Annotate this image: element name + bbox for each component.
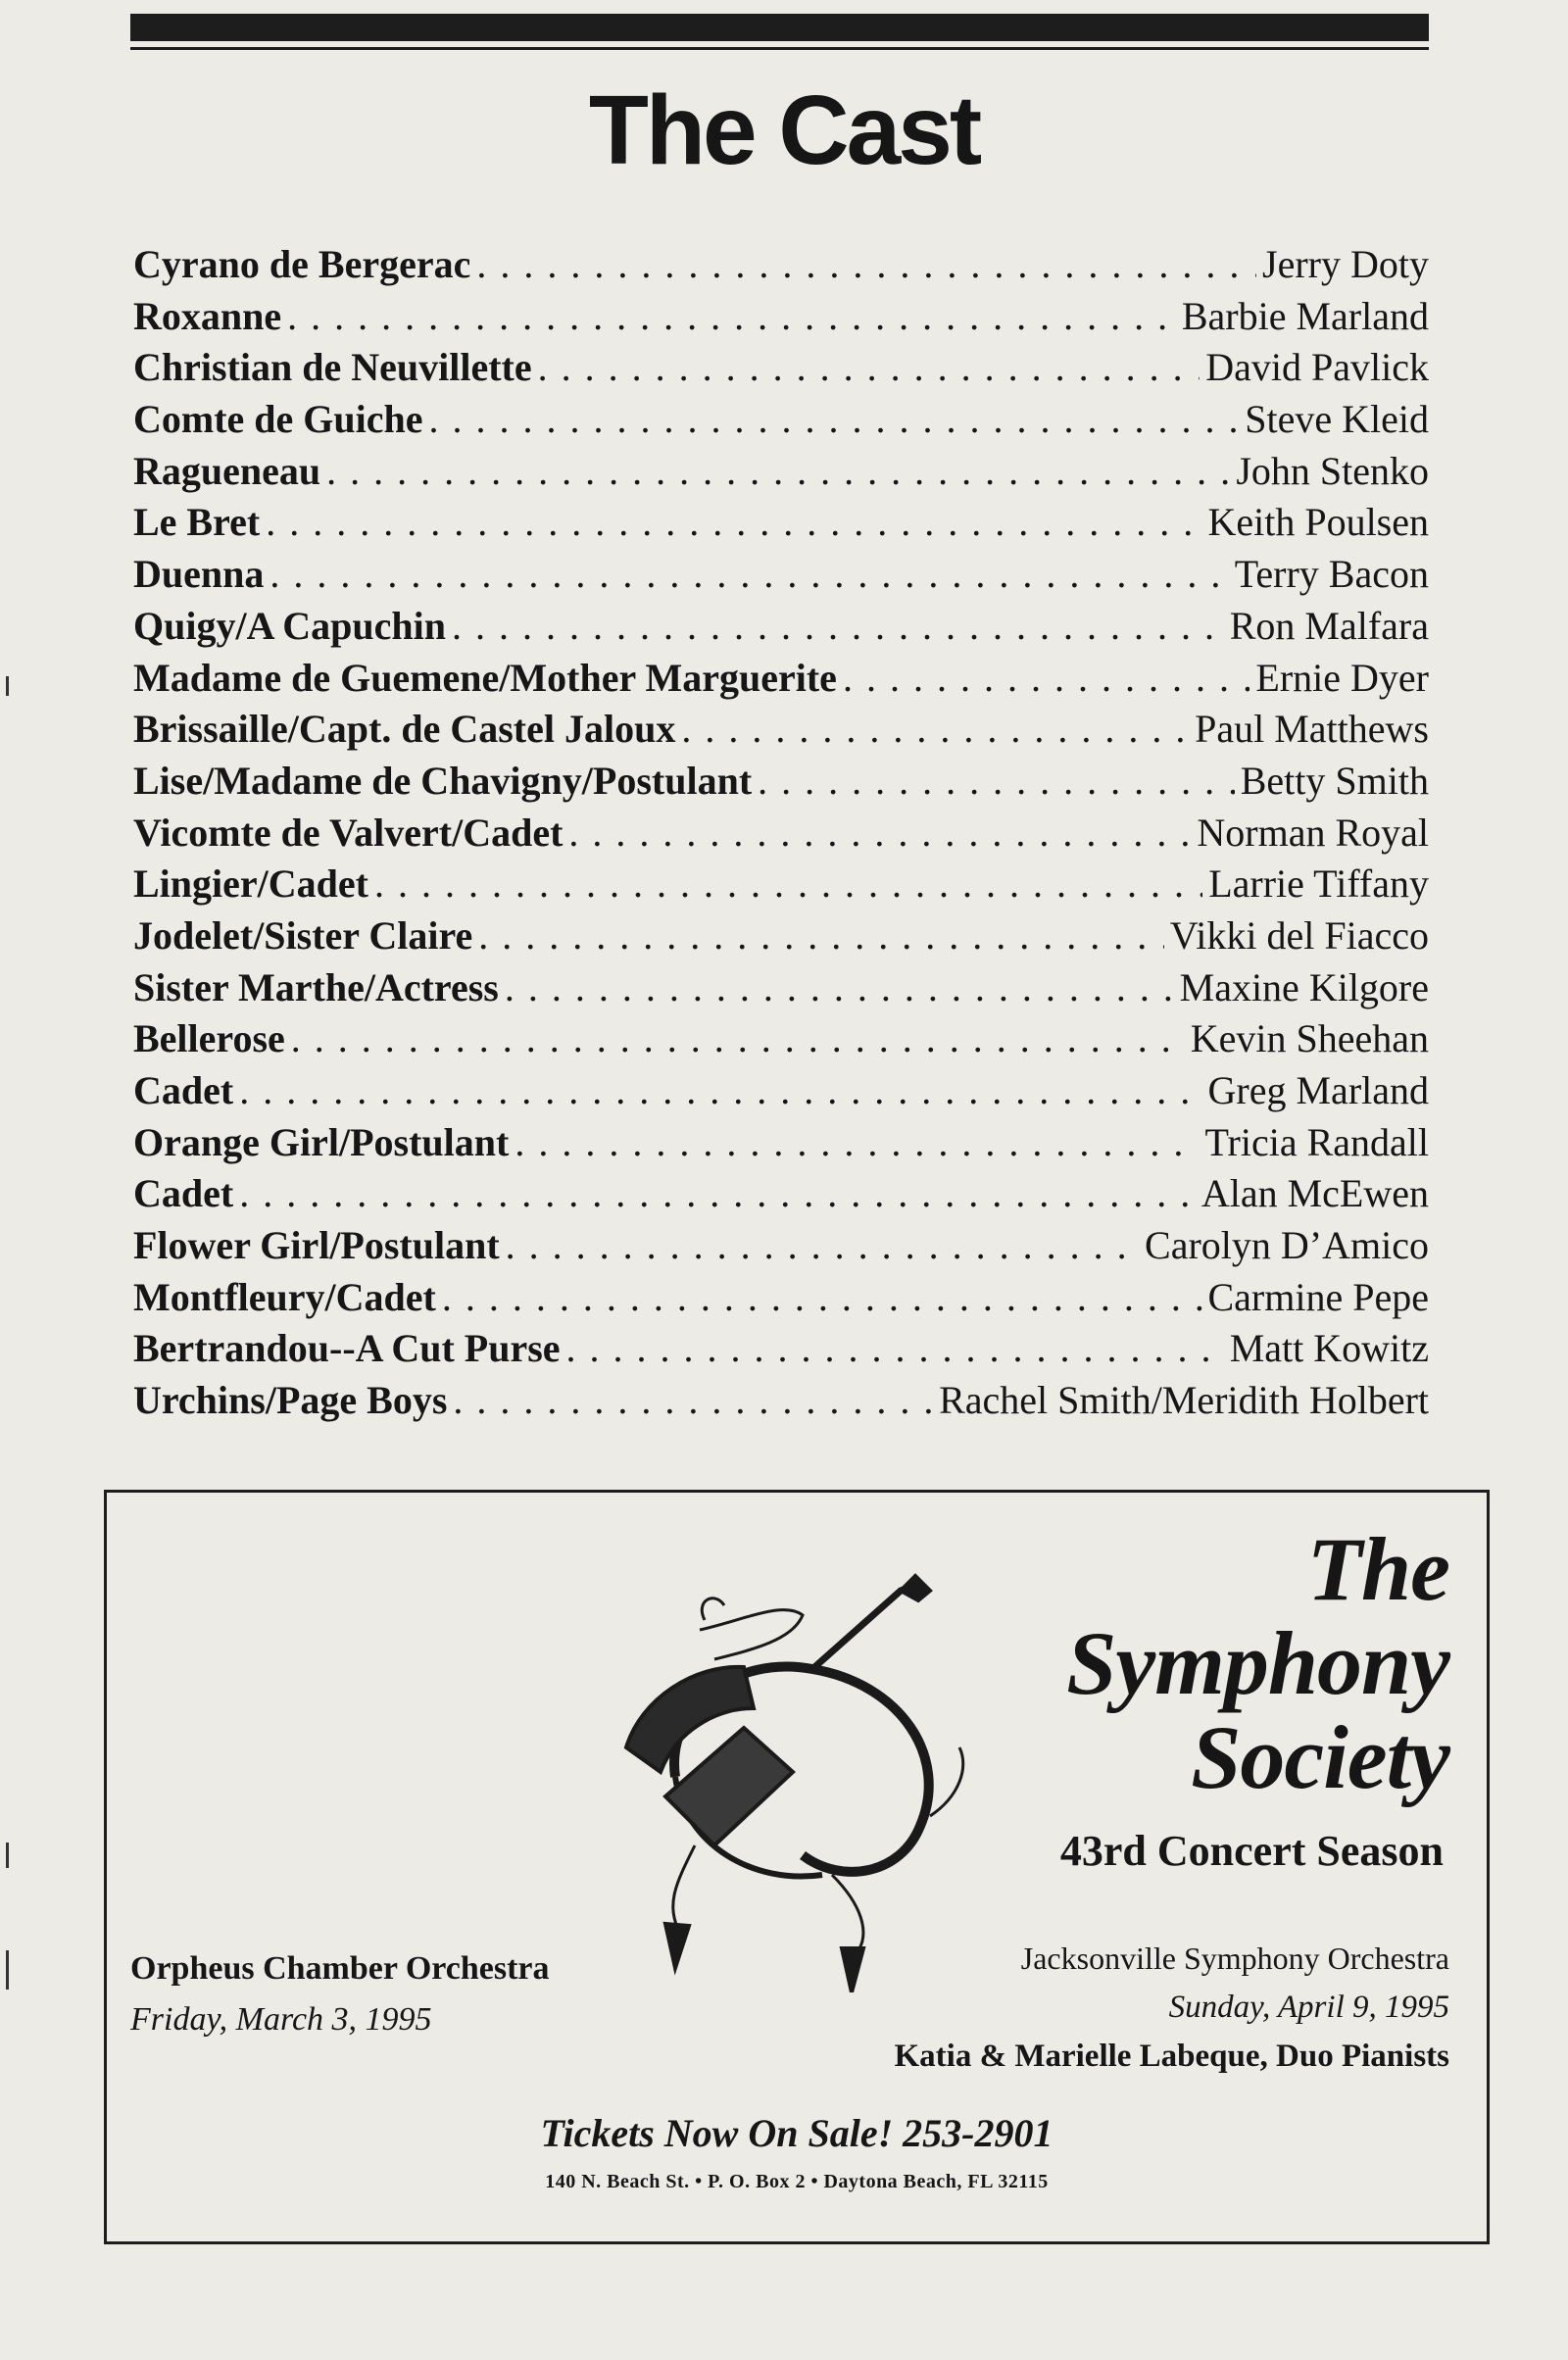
role-name: Jodelet/Sister Claire <box>133 912 473 958</box>
concert-jacksonville <box>895 1934 1449 2081</box>
actor-name: John Stenko <box>1236 448 1429 493</box>
society-title-line: Symphony <box>1066 1613 1449 1713</box>
cast-row <box>133 1272 1429 1324</box>
bugle-horn-icon <box>607 1561 1116 1992</box>
cast-row <box>133 1220 1429 1272</box>
role-name: Duenna <box>133 552 265 597</box>
cast-row <box>133 342 1429 394</box>
symphony-society-ad <box>104 1490 1490 2244</box>
dot-leader <box>270 549 1228 601</box>
role-name: Cyrano de Bergerac <box>133 242 471 286</box>
dot-leader <box>287 291 1176 343</box>
actor-name: Betty Smith <box>1240 758 1429 803</box>
dot-leader <box>429 394 1240 446</box>
role-name: Sister Marthe/Actress <box>133 964 499 1009</box>
role-name: Christian de Neuvillette <box>133 345 532 390</box>
cast-row <box>133 239 1429 291</box>
cast-row <box>133 1168 1429 1220</box>
dot-leader <box>453 1375 933 1427</box>
margin-mark <box>6 676 9 696</box>
role-name: Vicomte de Valvert/Cadet <box>133 810 564 855</box>
dot-leader <box>452 601 1224 653</box>
actor-name: Alan McEwen <box>1200 1171 1429 1216</box>
margin-mark <box>6 1950 9 1990</box>
actor-name: Paul Matthews <box>1195 707 1429 752</box>
cast-row <box>133 756 1429 808</box>
cast-row <box>133 1323 1429 1375</box>
cast-row <box>133 394 1429 446</box>
dot-leader <box>442 1272 1202 1324</box>
cast-row <box>133 859 1429 910</box>
role-name: Lise/Madame de Chavigny/Postulant <box>133 758 753 803</box>
role-name: Comte de Guiche <box>133 397 423 442</box>
dot-leader <box>374 859 1202 910</box>
role-name: Orange Girl/Postulant <box>133 1119 510 1164</box>
cast-row <box>133 1375 1429 1427</box>
cast-list <box>133 239 1429 1427</box>
actor-name: Kevin Sheehan <box>1190 1016 1429 1061</box>
actor-name: Keith Poulsen <box>1207 500 1429 545</box>
dot-leader <box>568 808 1191 860</box>
role-name: Bertrandou--A Cut Purse <box>133 1326 561 1371</box>
cast-row <box>133 291 1429 343</box>
society-title-line: Society <box>1191 1707 1449 1807</box>
dot-leader <box>758 756 1235 808</box>
dot-leader <box>681 704 1189 756</box>
role-name: Cadet <box>133 1171 234 1216</box>
cast-row <box>133 910 1429 962</box>
dot-leader <box>239 1065 1201 1117</box>
dot-leader <box>505 962 1174 1014</box>
actor-name: Larrie Tiffany <box>1208 861 1429 907</box>
concert-name: Orpheus Chamber Orchestra <box>130 1950 550 1987</box>
concert-date: Sunday, April 9, 1995 <box>1168 1990 1449 2025</box>
actor-name: Maxine Kilgore <box>1179 964 1429 1009</box>
actor-name: Terry Bacon <box>1234 552 1429 597</box>
cast-row <box>133 549 1429 601</box>
dot-leader <box>843 653 1250 705</box>
role-name: Madame de Guemene/Mother Marguerite <box>133 655 837 700</box>
dot-leader <box>291 1013 1185 1065</box>
actor-name: Norman Royal <box>1197 810 1429 855</box>
dot-leader <box>514 1117 1199 1169</box>
actor-name: Matt Kowitz <box>1229 1326 1429 1371</box>
cast-row <box>133 808 1429 860</box>
dot-leader <box>266 497 1201 549</box>
role-name: Cadet <box>133 1068 234 1112</box>
role-name: Ragueneau <box>133 448 321 493</box>
page-title: The Cast <box>588 75 980 185</box>
society-title <box>1066 1519 1449 1807</box>
cast-row <box>133 497 1429 549</box>
dot-leader <box>239 1168 1196 1220</box>
cast-row <box>133 704 1429 756</box>
actor-name: Barbie Marland <box>1181 293 1429 338</box>
role-name: Flower Girl/Postulant <box>133 1223 500 1268</box>
role-name: Lingier/Cadet <box>133 861 368 907</box>
concert-name: Jacksonville Symphony Orchestra <box>1020 1941 1449 1976</box>
role-name: Bellerose <box>133 1016 285 1061</box>
cast-row <box>133 962 1429 1014</box>
address-line: 140 N. Beach St. • P. O. Box 2 • Daytona Beach, FL 32115 <box>545 2171 1049 2192</box>
concert-artists: Katia & Marielle Labeque, Duo Pianists <box>894 2039 1449 2074</box>
role-name: Le Bret <box>133 500 261 545</box>
cast-row <box>133 601 1429 653</box>
season-label: 43rd Concert Season <box>1059 1827 1444 1875</box>
cast-row <box>133 1013 1429 1065</box>
role-name: Montfleury/Cadet <box>133 1274 436 1319</box>
actor-name: Carolyn D’Amico <box>1145 1223 1429 1268</box>
dot-leader <box>478 910 1164 962</box>
actor-name: Ron Malfara <box>1229 603 1429 648</box>
actor-name: Carmine Pepe <box>1207 1274 1429 1319</box>
actor-name: Steve Kleid <box>1245 397 1429 442</box>
cast-row <box>133 653 1429 705</box>
actor-name: Rachel Smith/Meridith Holbert <box>939 1378 1429 1423</box>
actor-name: Tricia Randall <box>1204 1119 1429 1164</box>
dot-leader <box>476 239 1256 291</box>
cast-row <box>133 1117 1429 1169</box>
actor-name: Jerry Doty <box>1262 242 1429 286</box>
role-name: Urchins/Page Boys <box>133 1378 448 1423</box>
actor-name: Ernie Dyer <box>1255 655 1429 700</box>
dot-leader <box>506 1220 1139 1272</box>
role-name: Roxanne <box>133 293 282 338</box>
dot-leader <box>538 342 1200 394</box>
margin-mark <box>6 1843 9 1868</box>
actor-name: Greg Marland <box>1207 1068 1429 1112</box>
role-name: Quigy/A Capuchin <box>133 603 447 648</box>
concert-orpheus <box>130 1943 550 2045</box>
cast-row <box>133 1065 1429 1117</box>
top-rule <box>130 14 1429 41</box>
tickets-line: Tickets Now On Sale! 253-2901 <box>540 2111 1054 2155</box>
role-name: Brissaille/Capt. de Castel Jaloux <box>133 707 676 752</box>
actor-name: David Pavlick <box>1205 345 1429 390</box>
actor-name: Vikki del Fiacco <box>1169 912 1429 958</box>
dot-leader <box>326 446 1230 498</box>
dot-leader <box>566 1323 1224 1375</box>
society-title-line: The <box>1306 1519 1449 1619</box>
cast-row <box>133 446 1429 498</box>
concert-date: Friday, March 3, 1995 <box>130 2001 432 2038</box>
